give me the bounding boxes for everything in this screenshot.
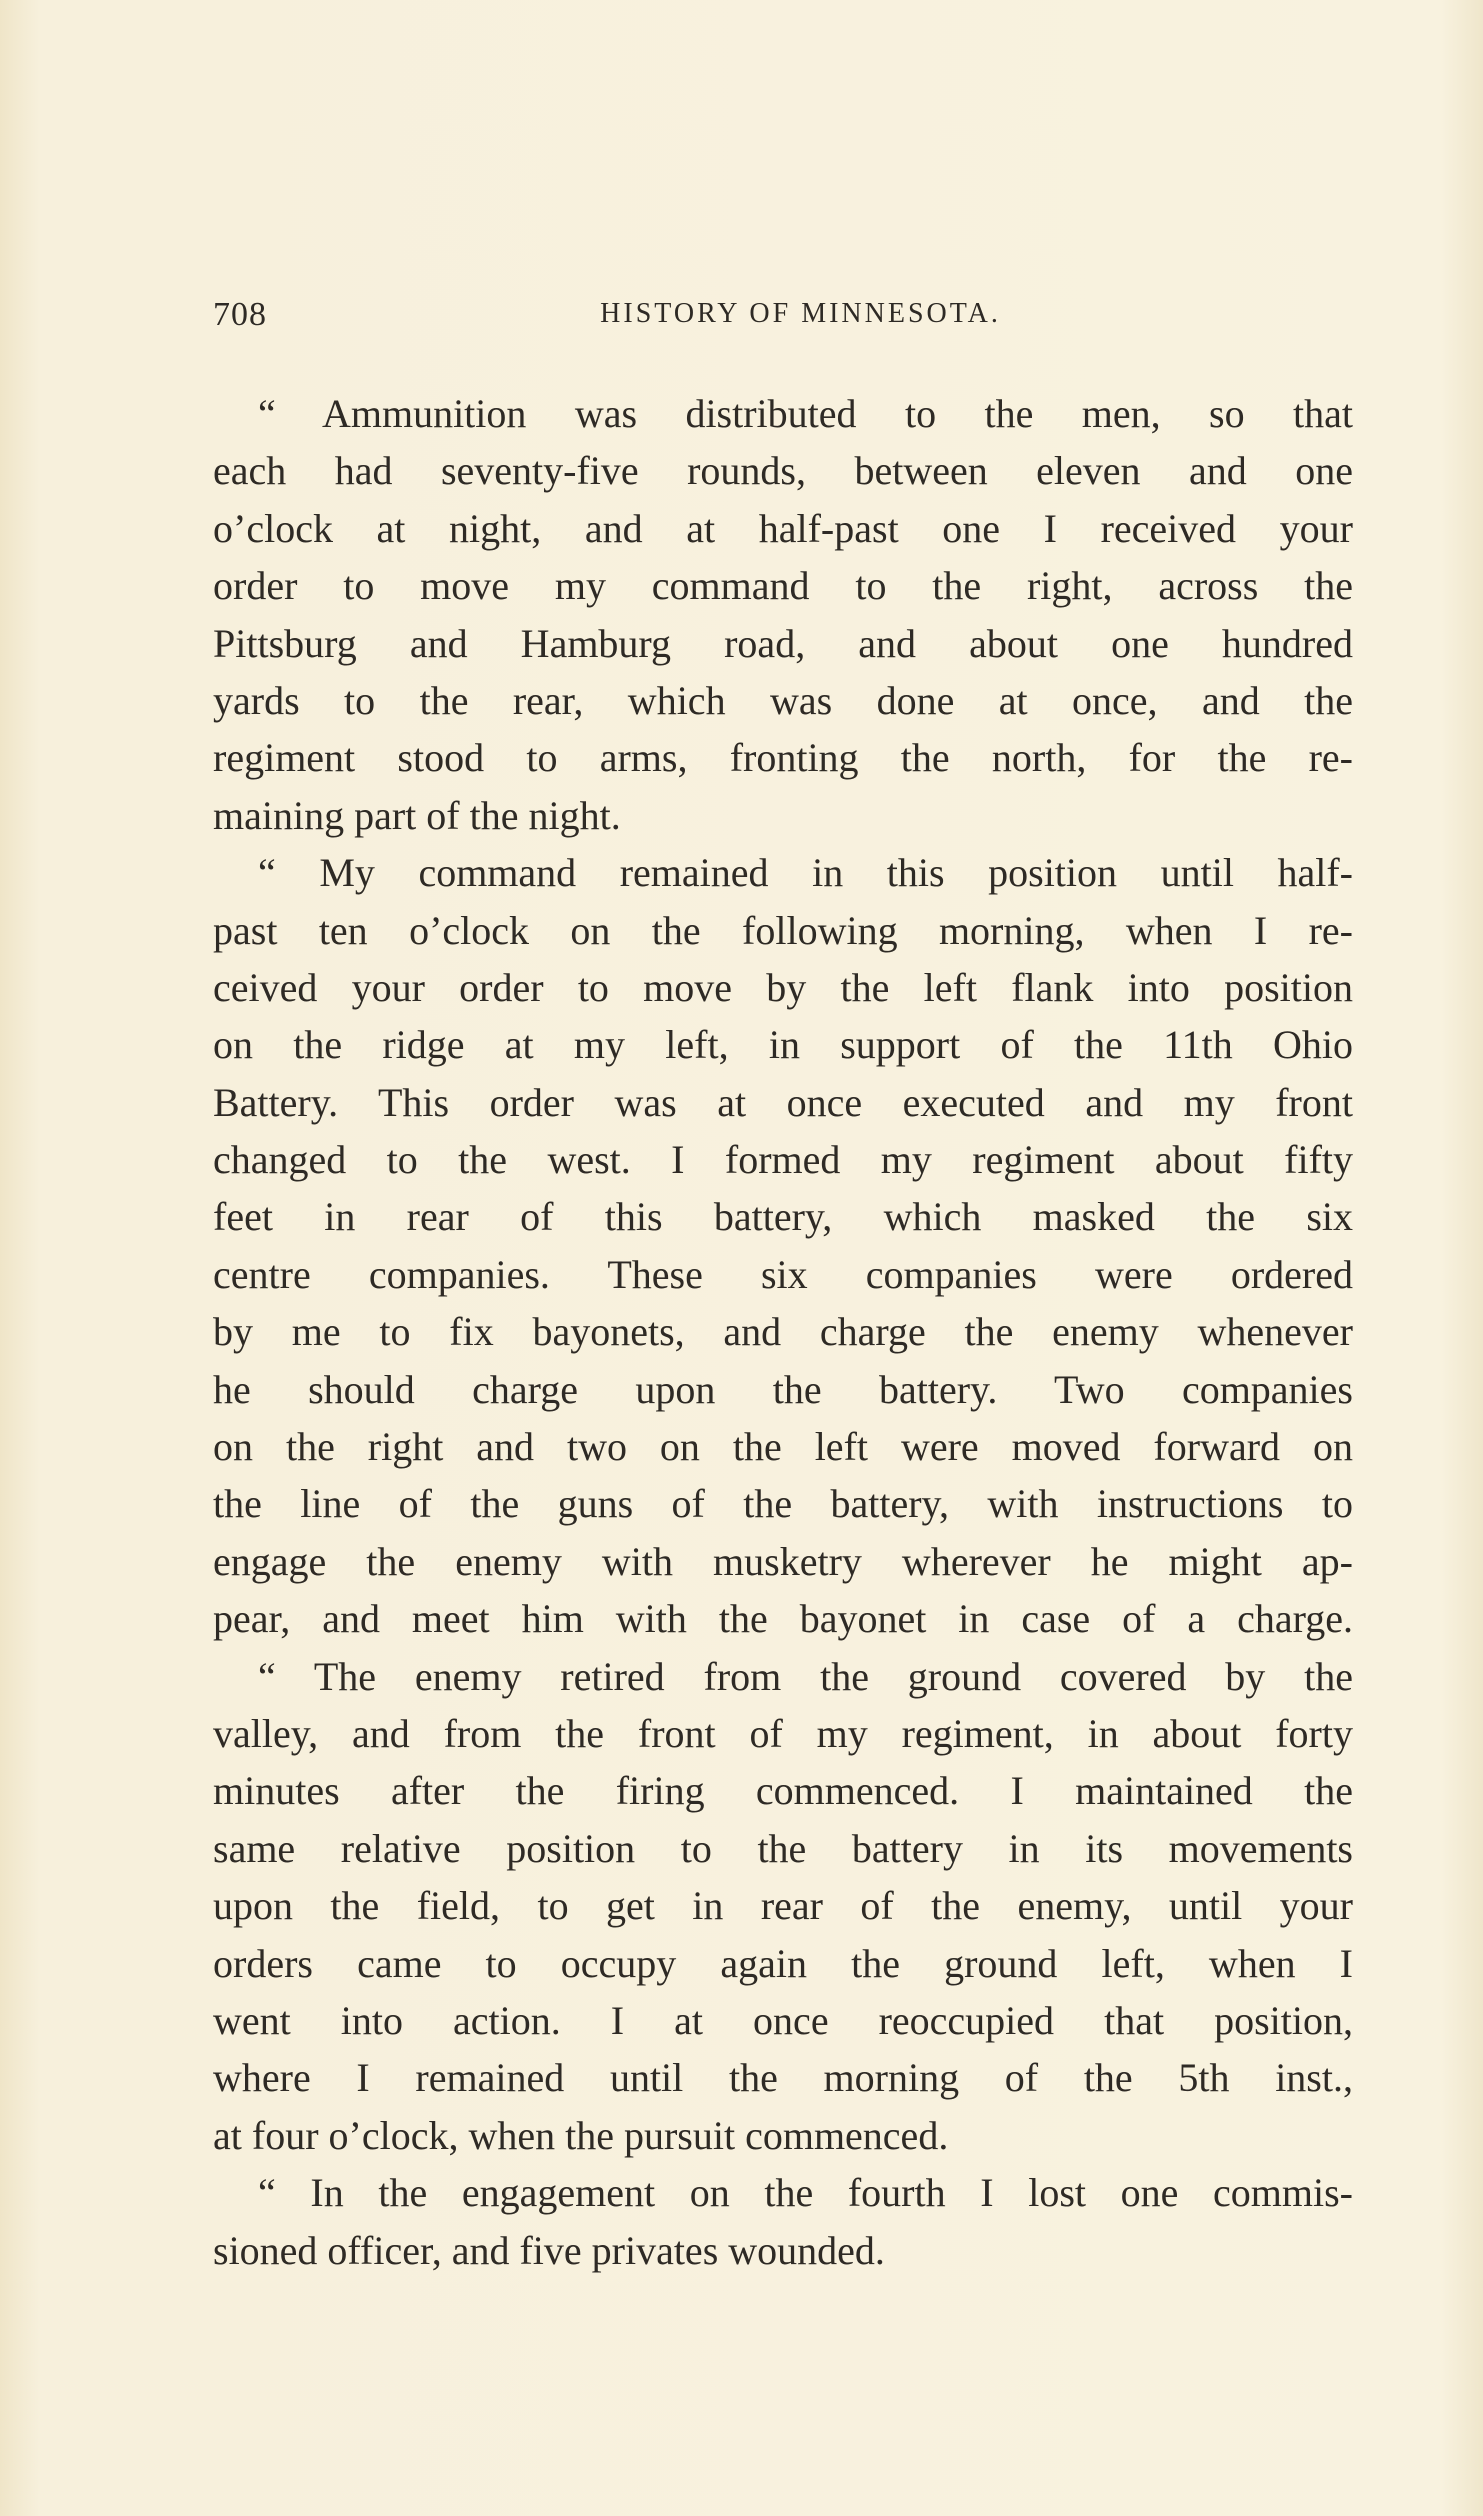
- text-line: went into action. I at once reoccupied that position,: [213, 1997, 1353, 2043]
- text-line: by me to fix bayonets, and charge the enemy whenever: [213, 1309, 1353, 1355]
- text-line: the line of the guns of the battery, with instructions to: [213, 1481, 1353, 1527]
- text-line: o’clock at night, and at half-past one I received your: [213, 505, 1353, 551]
- text-line: changed to the west. I formed my regiment about fifty: [213, 1137, 1353, 1183]
- text-line: upon the field, to get in rear of the enemy, until your: [213, 1883, 1353, 1929]
- text-line: valley, and from the front of my regiment, in about forty: [213, 1710, 1353, 1756]
- text-line: pear, and meet him with the bayonet in case of a charge.: [213, 1596, 1353, 1642]
- page-number: 708: [213, 296, 267, 333]
- text-line: he should charge upon the battery. Two companies: [213, 1366, 1353, 1412]
- text-line: orders came to occupy again the ground left, when I: [213, 1940, 1353, 1986]
- text-line: feet in rear of this battery, which masked the six: [213, 1194, 1353, 1240]
- text-line: where I remained until the morning of the 5th inst.,: [213, 2055, 1353, 2101]
- text-line: each had seventy-five rounds, between eleven and one: [213, 448, 1353, 494]
- text-line: on the ridge at my left, in support of the 11th Ohio: [213, 1022, 1353, 1068]
- text-line: at four o’clock, when the pursuit commenced.: [213, 2112, 949, 2158]
- text-line: minutes after the firing commenced. I maintained the: [213, 1768, 1353, 1814]
- running-title: HISTORY OF MINNESOTA.: [600, 298, 1001, 329]
- body-text: [213, 385, 1353, 2279]
- text-line: centre companies. These six companies were ordered: [213, 1251, 1353, 1297]
- text-line: “ My command remained in this position until half-: [258, 850, 1353, 896]
- text-line: yards to the rear, which was done at once, and the: [213, 677, 1353, 723]
- text-line: Pittsburg and Hamburg road, and about one hundred: [213, 620, 1353, 666]
- text-line: past ten o’clock on the following morning, when I re-: [213, 907, 1353, 953]
- text-line: “ Ammunition was distributed to the men, so that: [258, 391, 1353, 436]
- text-line: ceived your order to move by the left flank into position: [213, 964, 1353, 1010]
- text-line: same relative position to the battery in its movements: [213, 1825, 1353, 1871]
- text-line: order to move my command to the right, across the: [213, 563, 1353, 609]
- text-line: on the right and two on the left were moved forward on: [213, 1424, 1353, 1470]
- text-line: regiment stood to arms, fronting the north, for the re-: [213, 735, 1353, 781]
- text-line: “ In the engagement on the fourth I lost one commis-: [258, 2170, 1353, 2216]
- text-line: Battery. This order was at once executed and my front: [213, 1079, 1353, 1125]
- text-line: “ The enemy retired from the ground covered by the: [258, 1653, 1353, 1699]
- running-head: [213, 296, 1348, 346]
- text-line: maining part of the night.: [213, 792, 621, 838]
- text-line: engage the enemy with musketry wherever he might ap-: [213, 1538, 1353, 1584]
- text-line: sioned officer, and five privates wounded.: [213, 2227, 885, 2273]
